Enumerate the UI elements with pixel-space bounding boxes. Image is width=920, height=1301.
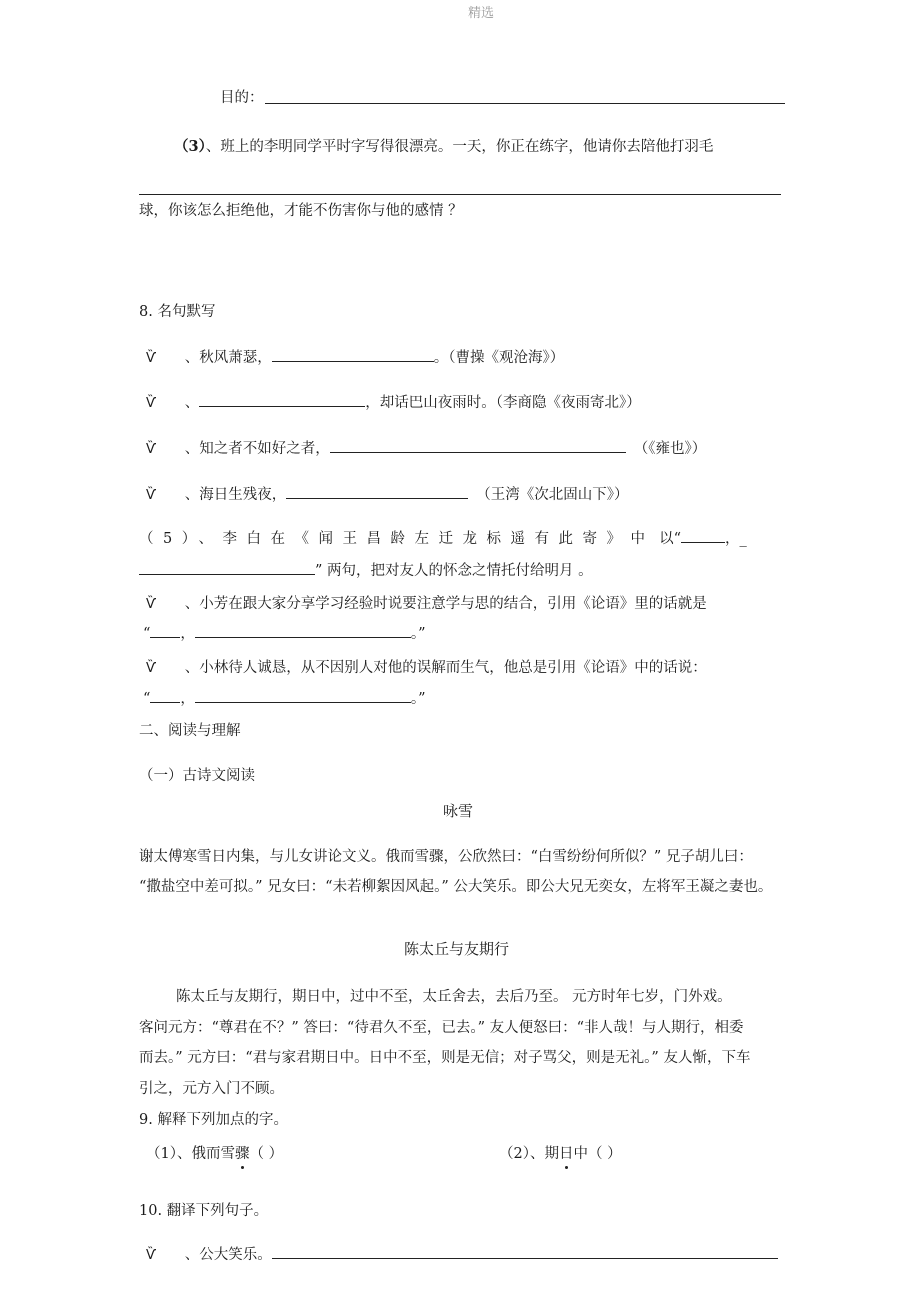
item-marker-icon: Ѷ <box>146 396 157 411</box>
close-quote: 。” <box>410 691 426 707</box>
blank-4[interactable] <box>286 497 468 499</box>
blank-1[interactable] <box>272 360 434 362</box>
blank-5b[interactable] <box>139 573 315 575</box>
item-3-continuation: 球，你该怎么拒绝他，才能不伤害你与他的感情 ？ <box>139 203 463 219</box>
fill-line-7 <box>146 656 707 677</box>
line-source: （王湾《次北固山下》） <box>476 487 629 503</box>
poem-2-title: 陈太丘与友期行 <box>404 940 510 958</box>
fill-line-6-answer <box>143 622 426 643</box>
line-text: 、秋风萧瑟， <box>184 350 272 366</box>
item-marker-icon: Ѷ <box>146 488 157 503</box>
fill-line-2 <box>146 391 641 412</box>
answer-line[interactable] <box>265 103 785 104</box>
poem-2-line-4: 引之，元方入门不顾。 <box>139 1081 284 1097</box>
blank-2[interactable] <box>199 405 365 407</box>
blank-5a[interactable] <box>681 541 725 543</box>
poem-2-line-1: 陈太丘与友期行，期日中，过中不至，太丘舍去，去后乃至。 元方时年七岁，门外戏。 <box>176 989 732 1005</box>
fill-line-4 <box>146 483 629 504</box>
open-quote: “ <box>143 691 151 707</box>
answer-paren[interactable]: （ ） <box>249 1146 284 1162</box>
purpose-label: 目的： <box>220 90 264 106</box>
line-text: 、 <box>184 395 200 411</box>
question-8-title: 8. 名句默写 <box>139 304 216 320</box>
q9-item-2 <box>499 1142 622 1163</box>
fill-line-3 <box>146 437 706 458</box>
item-text: （1）、俄而雪 <box>146 1146 235 1162</box>
item-marker-icon: Ѷ <box>146 351 157 366</box>
question-item-3 <box>174 135 713 156</box>
comma: ， <box>180 691 195 707</box>
blank-6a[interactable] <box>150 636 180 638</box>
blank-3[interactable] <box>330 451 626 453</box>
q10-item-1 <box>146 1243 778 1264</box>
answer-line[interactable] <box>272 1257 778 1259</box>
answer-paren[interactable]: （ ） <box>587 1146 622 1162</box>
open-quote: “ <box>143 626 151 642</box>
item-text: 、班上的李明同学平时字写得很漂亮。一天，你正在练字，他请你去陪他打羽毛 <box>205 139 714 155</box>
item-marker-icon: Ѷ <box>146 661 157 676</box>
item-marker-icon: Ѷ <box>146 597 157 612</box>
poem-1-line-2: “撒盐空中差可拟。” 兄女曰：“未若柳絮因风起。” 公大笑乐。即公大兄无奕女，左将军王凝之妻也。 <box>139 879 773 895</box>
poem-1-line-1: 谢太傅寒雪日内集，与儿女讲论文义。俄而雪骤，公欣然曰：“白雪纷纷何所似？” 兄子胡儿曰： <box>139 849 753 865</box>
item-text: 中 <box>573 1146 588 1162</box>
line-text: 、小林待人诚恳，从不因别人对他的误解而生气，他总是引用《论语》中的话说： <box>184 660 707 676</box>
line-source: 。（曹操《观沧海》） <box>433 350 565 366</box>
fill-line-5-cont <box>139 559 593 580</box>
dotted-char: 日 <box>559 1142 574 1163</box>
section-2-subtitle: （一）古诗文阅读 <box>139 768 255 784</box>
line-text: 、李白在《闻王昌龄左迁龙标遥有此寄》中 <box>198 531 655 547</box>
item-marker-icon: Ѷ <box>146 442 157 457</box>
line-tail: 以“ <box>659 531 682 547</box>
fill-line-5 <box>139 527 747 548</box>
question-10-title: 10. 翻译下列句子。 <box>139 1203 269 1219</box>
line-text: 、海日生残夜， <box>184 487 287 503</box>
question-9-title: 9. 解释下列加点的字。 <box>139 1112 288 1128</box>
section-2-title: 二、阅读与理解 <box>139 723 241 739</box>
answer-line[interactable] <box>139 194 781 195</box>
line-tail-2: ，_ <box>725 531 747 547</box>
close-quote: 。” <box>410 626 426 642</box>
comma: ， <box>180 626 195 642</box>
line-text: 、小芳在跟大家分享学习经验时说要注意学与思的结合，引用《论语》里的话就是 <box>184 596 707 612</box>
line-text: 、公大笑乐。 <box>184 1247 272 1263</box>
item-marker-icon: Ѷ <box>146 1248 157 1263</box>
fill-line-1 <box>146 346 564 367</box>
line-text: ” 两句，把对友人的怀念之情托付给明月 。 <box>315 563 593 579</box>
page-header-watermark: 精选 <box>468 6 495 21</box>
fill-line-6 <box>146 592 707 613</box>
line-source: （《雍也》） <box>633 441 707 457</box>
q9-item-1 <box>146 1142 283 1163</box>
poem-2-line-3: 而去。” 元方曰：“君与家君期日中。日中不至，则是无信；对子骂父，则是无礼。” 友人惭，下车 <box>139 1050 751 1066</box>
item-number: （3） <box>174 138 206 155</box>
line-source: ，却话巴山夜雨时。（李商隐《夜雨寄北》） <box>365 395 641 411</box>
blank-7a[interactable] <box>150 701 180 703</box>
blank-6b[interactable] <box>195 636 411 638</box>
poem-1-title: 咏雪 <box>443 802 474 820</box>
item-text: （2）、期 <box>499 1146 559 1162</box>
line-text: 、知之者不如好之者， <box>184 441 330 457</box>
fill-line-7-answer <box>143 687 426 708</box>
item-number: （5） <box>139 531 199 547</box>
poem-2-line-2: 客问元方：“尊君在不？” 答曰：“待君久不至，已去。” 友人便怒曰：“非人哉！与人期行，相委 <box>139 1020 744 1036</box>
dotted-char: 骤 <box>235 1142 250 1163</box>
blank-7b[interactable] <box>195 701 411 703</box>
